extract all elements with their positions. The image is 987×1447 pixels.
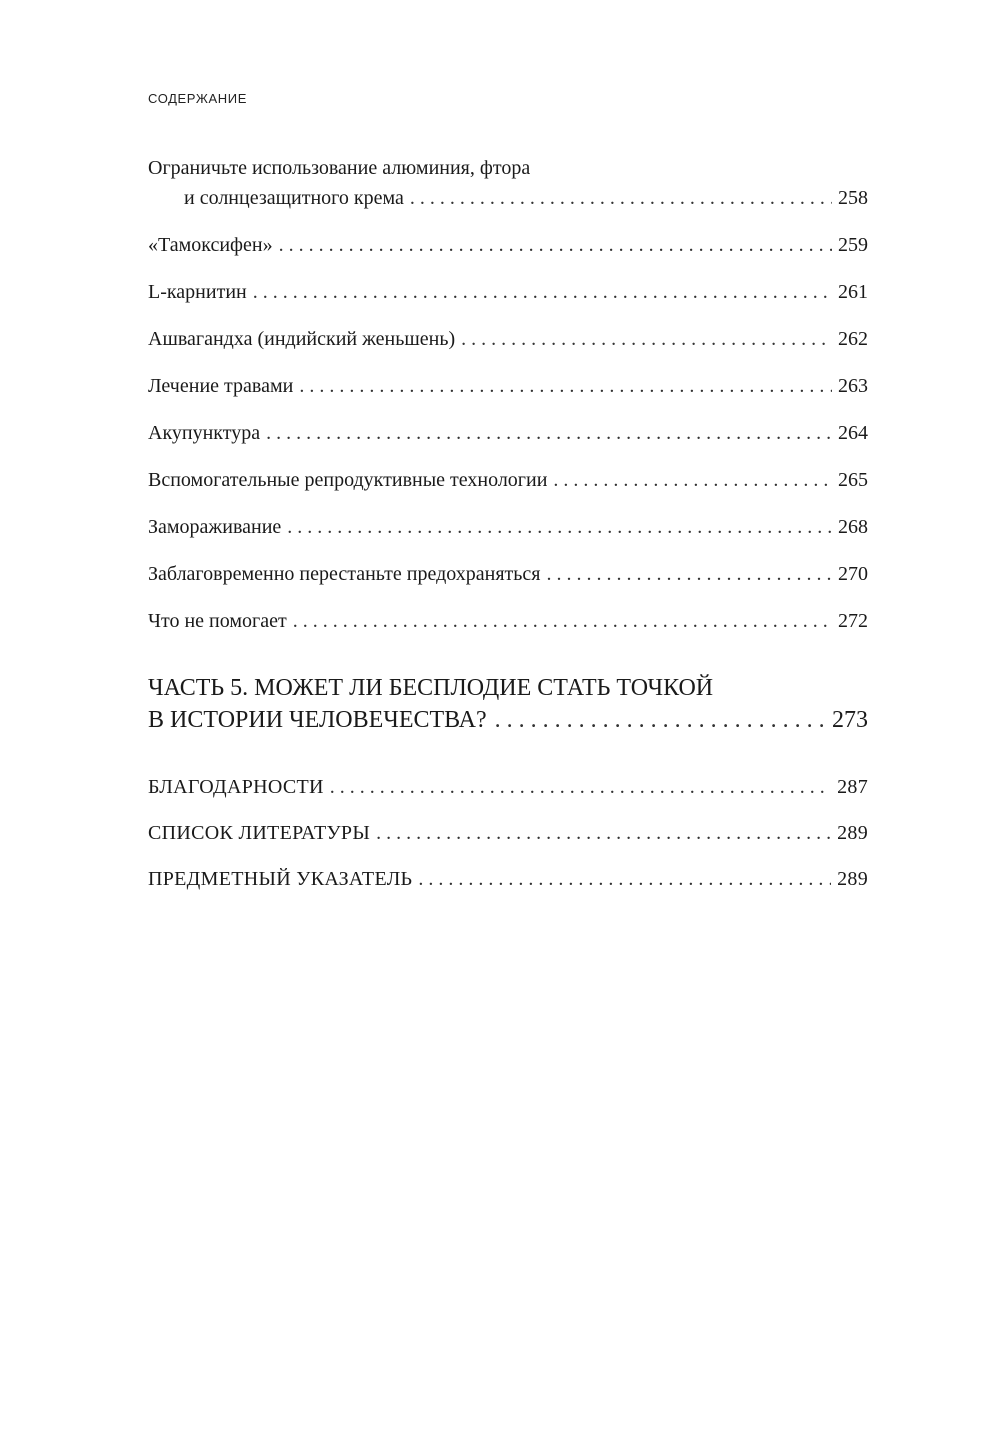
toc-entry[interactable] — [148, 418, 868, 448]
toc-entry-page: 272 — [838, 610, 868, 632]
toc-entry-title: ПРЕДМЕТНЫЙ УКАЗАТЕЛЬ — [148, 868, 413, 890]
toc-part-entry[interactable] — [148, 672, 868, 736]
toc-entry-title: Вспомогательные репродуктивные технологии — [148, 469, 548, 491]
dot-leader — [287, 512, 832, 542]
dot-leader — [418, 864, 831, 894]
toc-entry[interactable] — [148, 512, 868, 542]
dot-leader — [330, 772, 831, 802]
toc-entry[interactable] — [148, 606, 868, 636]
toc-entry[interactable] — [148, 153, 868, 213]
dot-leader — [546, 559, 832, 589]
toc-entry-page: 263 — [838, 375, 868, 397]
toc-part-title: В ИСТОРИИ ЧЕЛОВЕЧЕСТВА? — [148, 707, 487, 733]
toc-entry-page: 264 — [838, 422, 868, 444]
dot-leader — [279, 230, 832, 260]
toc-entry-title: «Тамоксифен» — [148, 234, 273, 256]
toc-entry-title: БЛАГОДАРНОСТИ — [148, 776, 324, 798]
toc-entry-page: 259 — [838, 234, 868, 256]
dot-leader — [495, 704, 826, 736]
toc-entry[interactable] — [148, 371, 868, 401]
toc-entry[interactable] — [148, 465, 868, 495]
toc-entry-page: 289 — [837, 868, 868, 890]
dot-leader — [410, 183, 832, 213]
toc-part-page: 273 — [832, 707, 868, 733]
toc-entry-title: и солнцезащитного крема — [184, 187, 404, 209]
toc-entry-page: 262 — [838, 328, 868, 350]
toc-entry-title: Ашвагандха (индийский женьшень) — [148, 328, 456, 350]
toc-entry-page: 268 — [838, 516, 868, 538]
toc-entry-title: Лечение травами — [148, 375, 294, 397]
dot-leader — [253, 277, 832, 307]
toc-entry-page: 265 — [838, 469, 868, 491]
toc-entry[interactable] — [148, 230, 868, 260]
table-of-contents — [148, 153, 868, 894]
dot-leader — [461, 324, 832, 354]
toc-back-matter-entry[interactable] — [148, 772, 868, 802]
dot-leader — [376, 818, 831, 848]
toc-entry-title: СПИСОК ЛИТЕРАТУРЫ — [148, 822, 371, 844]
toc-entry[interactable] — [148, 277, 868, 307]
toc-entry-title: Заблаговременно перестаньте предохраняться — [148, 563, 541, 585]
dot-leader — [299, 371, 832, 401]
toc-entry-title: Замораживание — [148, 516, 282, 538]
toc-entry-page: 287 — [837, 776, 868, 798]
toc-entry-title: L-карнитин — [148, 281, 247, 303]
toc-entry[interactable] — [148, 559, 868, 589]
toc-part-title-line1: ЧАСТЬ 5. МОЖЕТ ЛИ БЕСПЛОДИЕ СТАТЬ ТОЧКОЙ — [148, 675, 714, 701]
dot-leader — [553, 465, 832, 495]
toc-back-matter-entry[interactable] — [148, 864, 868, 894]
toc-entry[interactable] — [148, 324, 868, 354]
toc-back-matter-entry[interactable] — [148, 818, 868, 848]
toc-entry-page: 258 — [838, 187, 868, 209]
toc-entry-page: 270 — [838, 563, 868, 585]
dot-leader — [293, 606, 832, 636]
toc-entry-title: Что не помогает — [148, 610, 287, 632]
toc-entry-page: 261 — [838, 281, 868, 303]
running-head: СОДЕРЖАНИЕ — [148, 91, 248, 106]
toc-entry-title-line1: Ограничьте использование алюминия, фтора — [148, 157, 531, 179]
toc-entry-title: Акупунктура — [148, 422, 261, 444]
toc-entry-page: 289 — [837, 822, 868, 844]
dot-leader — [266, 418, 832, 448]
